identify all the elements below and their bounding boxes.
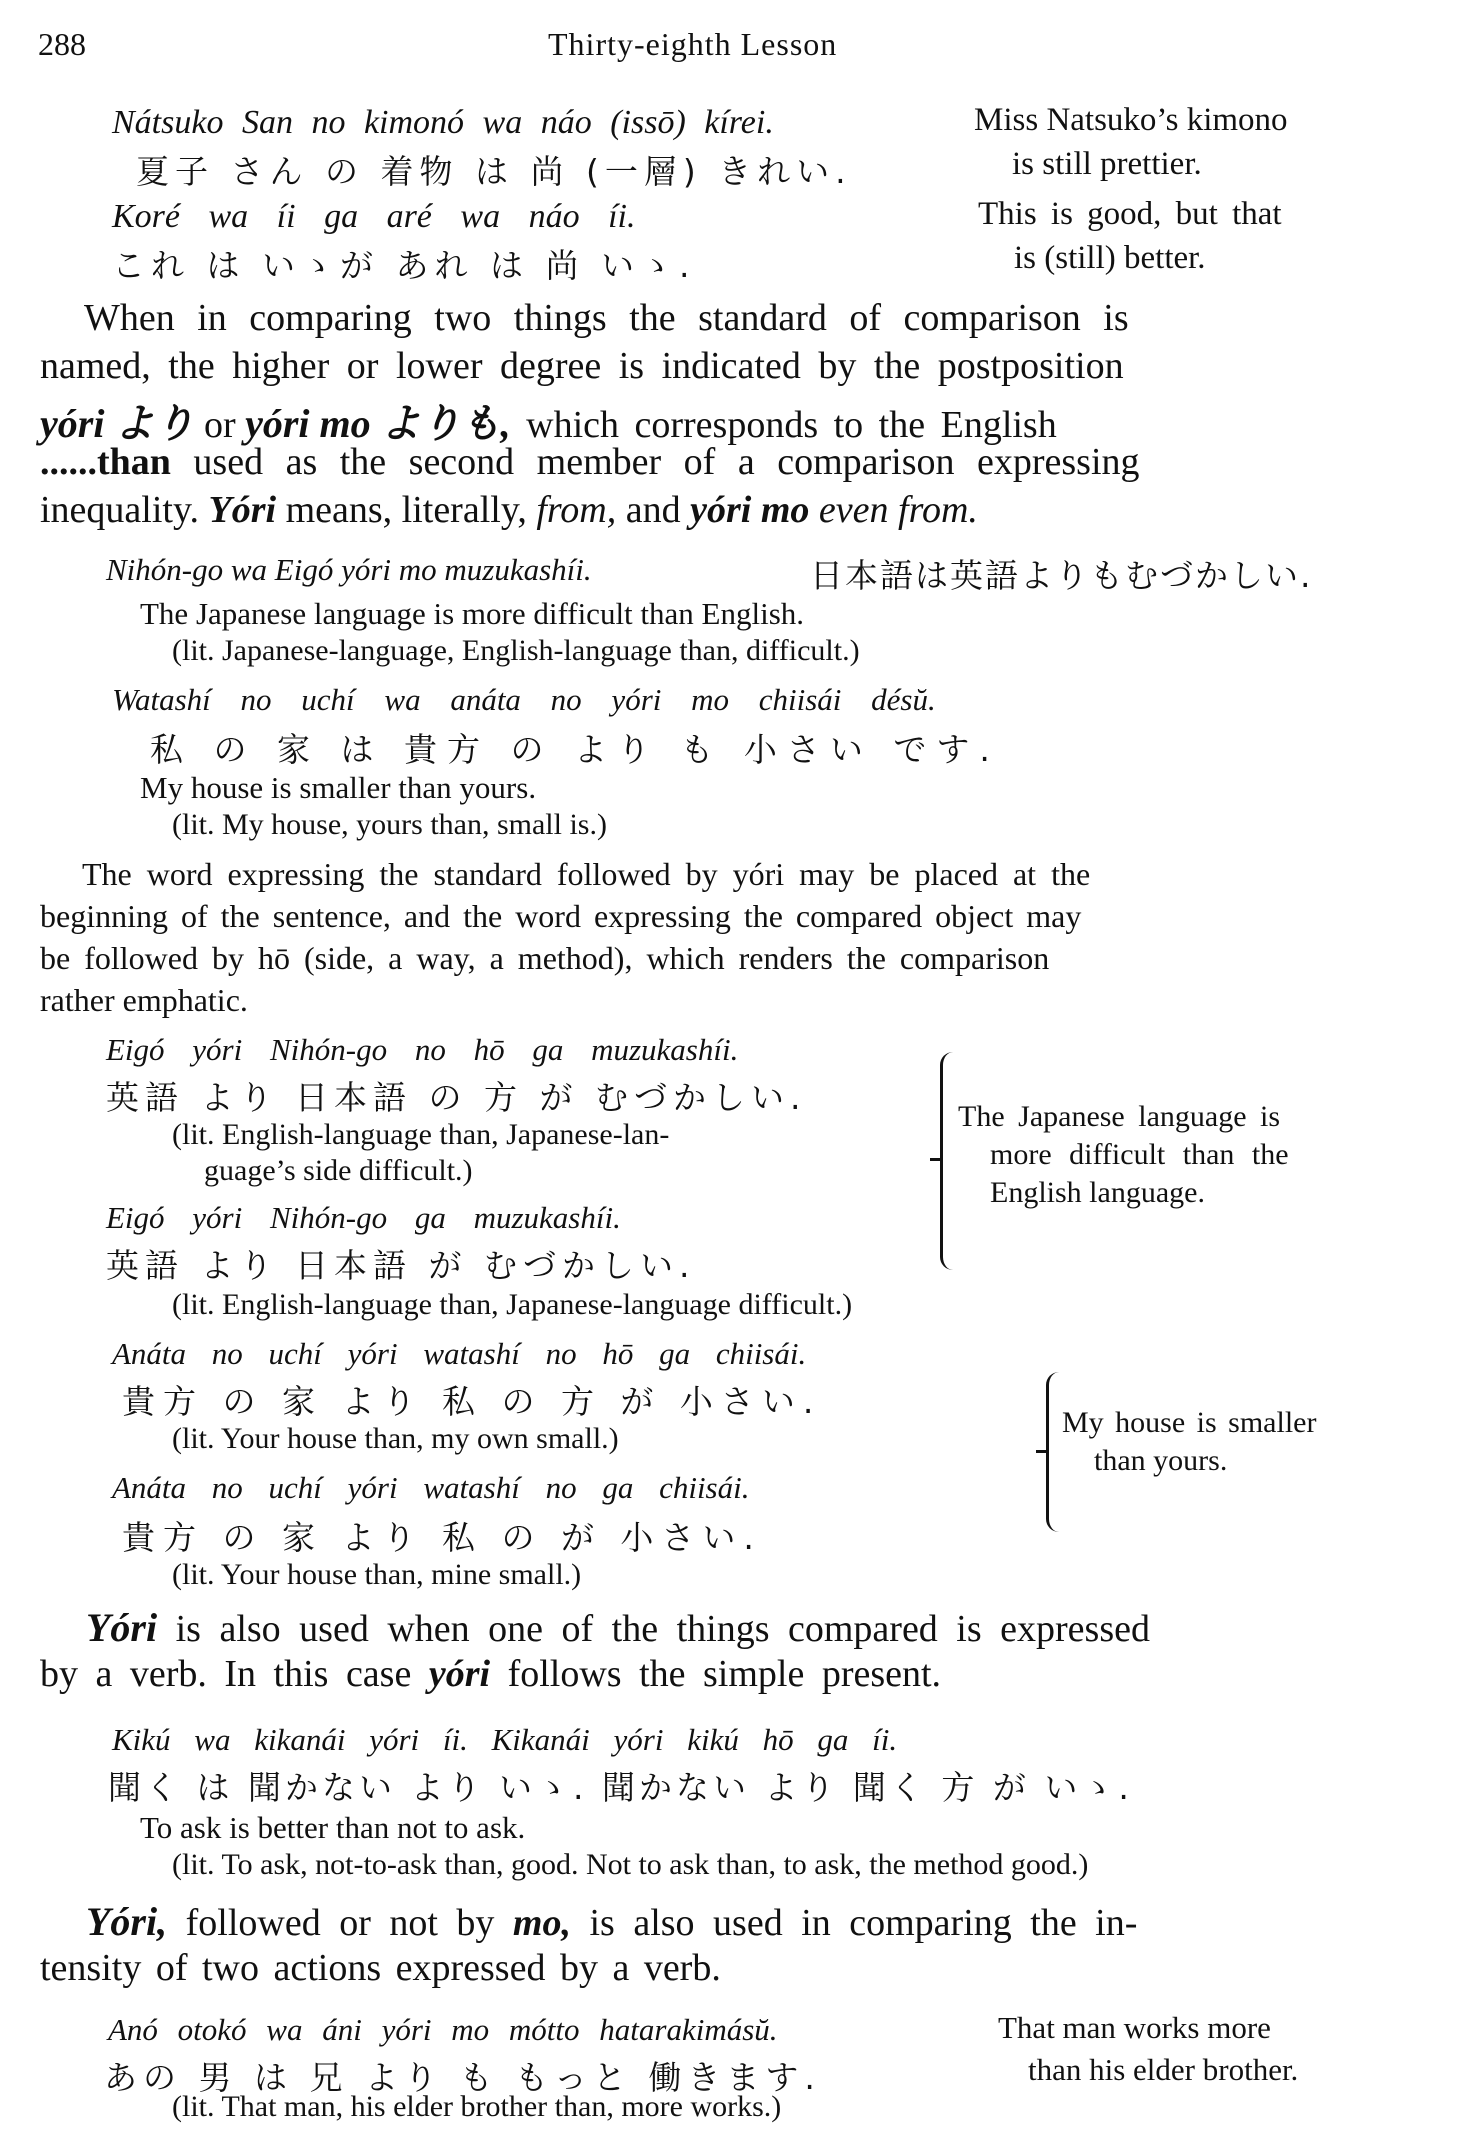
paragraph-line: ......than used as the second member of a comparison expressing	[40, 441, 1140, 483]
brace-tip	[930, 1158, 940, 1161]
example-translation: That man works more	[998, 2010, 1271, 2045]
side-translation: more difficult than the	[990, 1138, 1289, 1171]
example-translation: To ask is better than not to ask.	[140, 1810, 526, 1845]
example-romaji: Kikú wa kikanái yóri íi. Kikanái yóri kikú hō ga íi.	[112, 1722, 898, 1757]
side-translation: than yours.	[1094, 1444, 1228, 1477]
example-literal: (lit. Your house than, mine small.)	[172, 1558, 582, 1591]
example-romaji: Watashí no uchí wa anáta no yóri mo chiisái désŭ.	[112, 682, 936, 717]
page-number: 288	[38, 26, 86, 62]
example-translation: than his elder brother.	[1028, 2052, 1299, 2087]
paragraph-line: be followed by hō (side, a way, a method), which renders the comparison	[40, 940, 1050, 976]
example-japanese: 私 の 家 は 貴方 の より も 小さい です.	[150, 730, 1000, 769]
brace-tip	[1036, 1450, 1046, 1453]
example-japanese: あの 男 は 兄 より も もっと 働きます.	[104, 2058, 821, 2097]
running-title: Thirty-eighth Lesson	[548, 26, 838, 62]
example-translation: Miss Natsuko’s kimono	[974, 102, 1288, 138]
brace	[1046, 1372, 1059, 1532]
paragraph-line: named, the higher or lower degree is indicated by the postposition	[40, 345, 1124, 387]
example-literal: (lit. That man, his elder brother than, more works.)	[172, 2090, 782, 2123]
example-romaji: Anáta no uchí yóri watashí no hō ga chiisái.	[112, 1336, 807, 1371]
paragraph-line: beginning of the sentence, and the word expressing the compared object may	[40, 898, 1082, 934]
example-japanese: 貴方 の 家 より 私 の 方 が 小さい.	[122, 1382, 822, 1421]
example-literal: (lit. To ask, not-to-ask than, good. Not to ask than, to ask, the method good.)	[172, 1848, 1089, 1881]
example-translation: My house is smaller than yours.	[140, 770, 537, 805]
example-japanese: 英語 より 日本語 が むづかしい.	[106, 1246, 696, 1285]
example-japanese: 英語 より 日本語 の 方 が むづかしい.	[106, 1078, 807, 1117]
example-romaji: Nihón-go wa Eigó yóri mo muzukashíi.	[106, 552, 592, 587]
paragraph-line: When in comparing two things the standard of comparison is	[84, 297, 1129, 339]
example-romaji: Nátsuko San no kimonó wa náo (issō) kírei.	[112, 104, 774, 141]
paragraph-line: rather emphatic.	[40, 982, 248, 1018]
example-japanese: 聞く は 聞かない より いゝ. 聞かない より 聞く 方 が いゝ.	[108, 1768, 1133, 1807]
example-romaji: Eigó yóri Nihón-go no hō ga muzukashíi.	[106, 1032, 739, 1067]
paragraph-line: inequality. Yóri means, literally, from, and yóri mo even from.	[40, 489, 978, 531]
paragraph-line: Yóri, followed or not by mo, is also used in comparing the in-	[86, 1899, 1138, 1944]
example-translation: is still prettier.	[1012, 146, 1202, 182]
example-literal: (lit. English-language than, Japanese-language difficult.)	[172, 1288, 853, 1321]
example-literal: (lit. My house, yours than, small is.)	[172, 808, 607, 841]
example-japanese: これ は いゝが あれ は 尚 いゝ.	[112, 246, 696, 285]
paragraph-line: by a verb. In this case yóri follows the simple present.	[40, 1653, 942, 1695]
side-translation: My house is smaller	[1062, 1406, 1317, 1439]
example-translation: is (still) better.	[1014, 240, 1206, 276]
example-romaji: Anáta no uchí yóri watashí no ga chiisái.	[112, 1470, 750, 1505]
example-romaji: Koré wa íi ga aré wa náo íi.	[112, 198, 636, 235]
example-japanese: 日本語は英語よりもむづかしい.	[810, 556, 1313, 595]
paragraph-line: Yóri is also used when one of the things compared is expressed	[86, 1605, 1150, 1650]
example-romaji: Anó otokó wa áni yóri mo mótto hatarakimásŭ.	[108, 2012, 778, 2047]
example-translation: This is good, but that	[978, 196, 1282, 232]
example-literal: (lit. English-language than, Japanese-lan-	[172, 1118, 670, 1151]
example-japanese: 貴方 の 家 より 私 の が 小さい.	[122, 1518, 762, 1557]
side-translation: English language.	[990, 1176, 1205, 1209]
example-literal: guage’s side difficult.)	[204, 1154, 473, 1187]
example-literal: (lit. Japanese-language, English-language than, difficult.)	[172, 634, 860, 667]
example-literal: (lit. Your house than, my own small.)	[172, 1422, 619, 1455]
side-translation: The Japanese language is	[958, 1100, 1281, 1133]
paragraph-line: yóri より or yóri mo よりも, which corresponds to the English	[40, 401, 1057, 446]
paragraph-line: tensity of two actions expressed by a verb.	[40, 1947, 721, 1989]
example-japanese: 夏子 さん の 着物 は 尚 (一層) きれい.	[136, 152, 852, 191]
example-romaji: Eigó yóri Nihón-go ga muzukashíi.	[106, 1200, 621, 1235]
paragraph-line: The word expressing the standard followed by yóri may be placed at the	[82, 856, 1091, 892]
example-translation: The Japanese language is more difficult than English.	[140, 596, 805, 631]
brace	[940, 1052, 953, 1270]
